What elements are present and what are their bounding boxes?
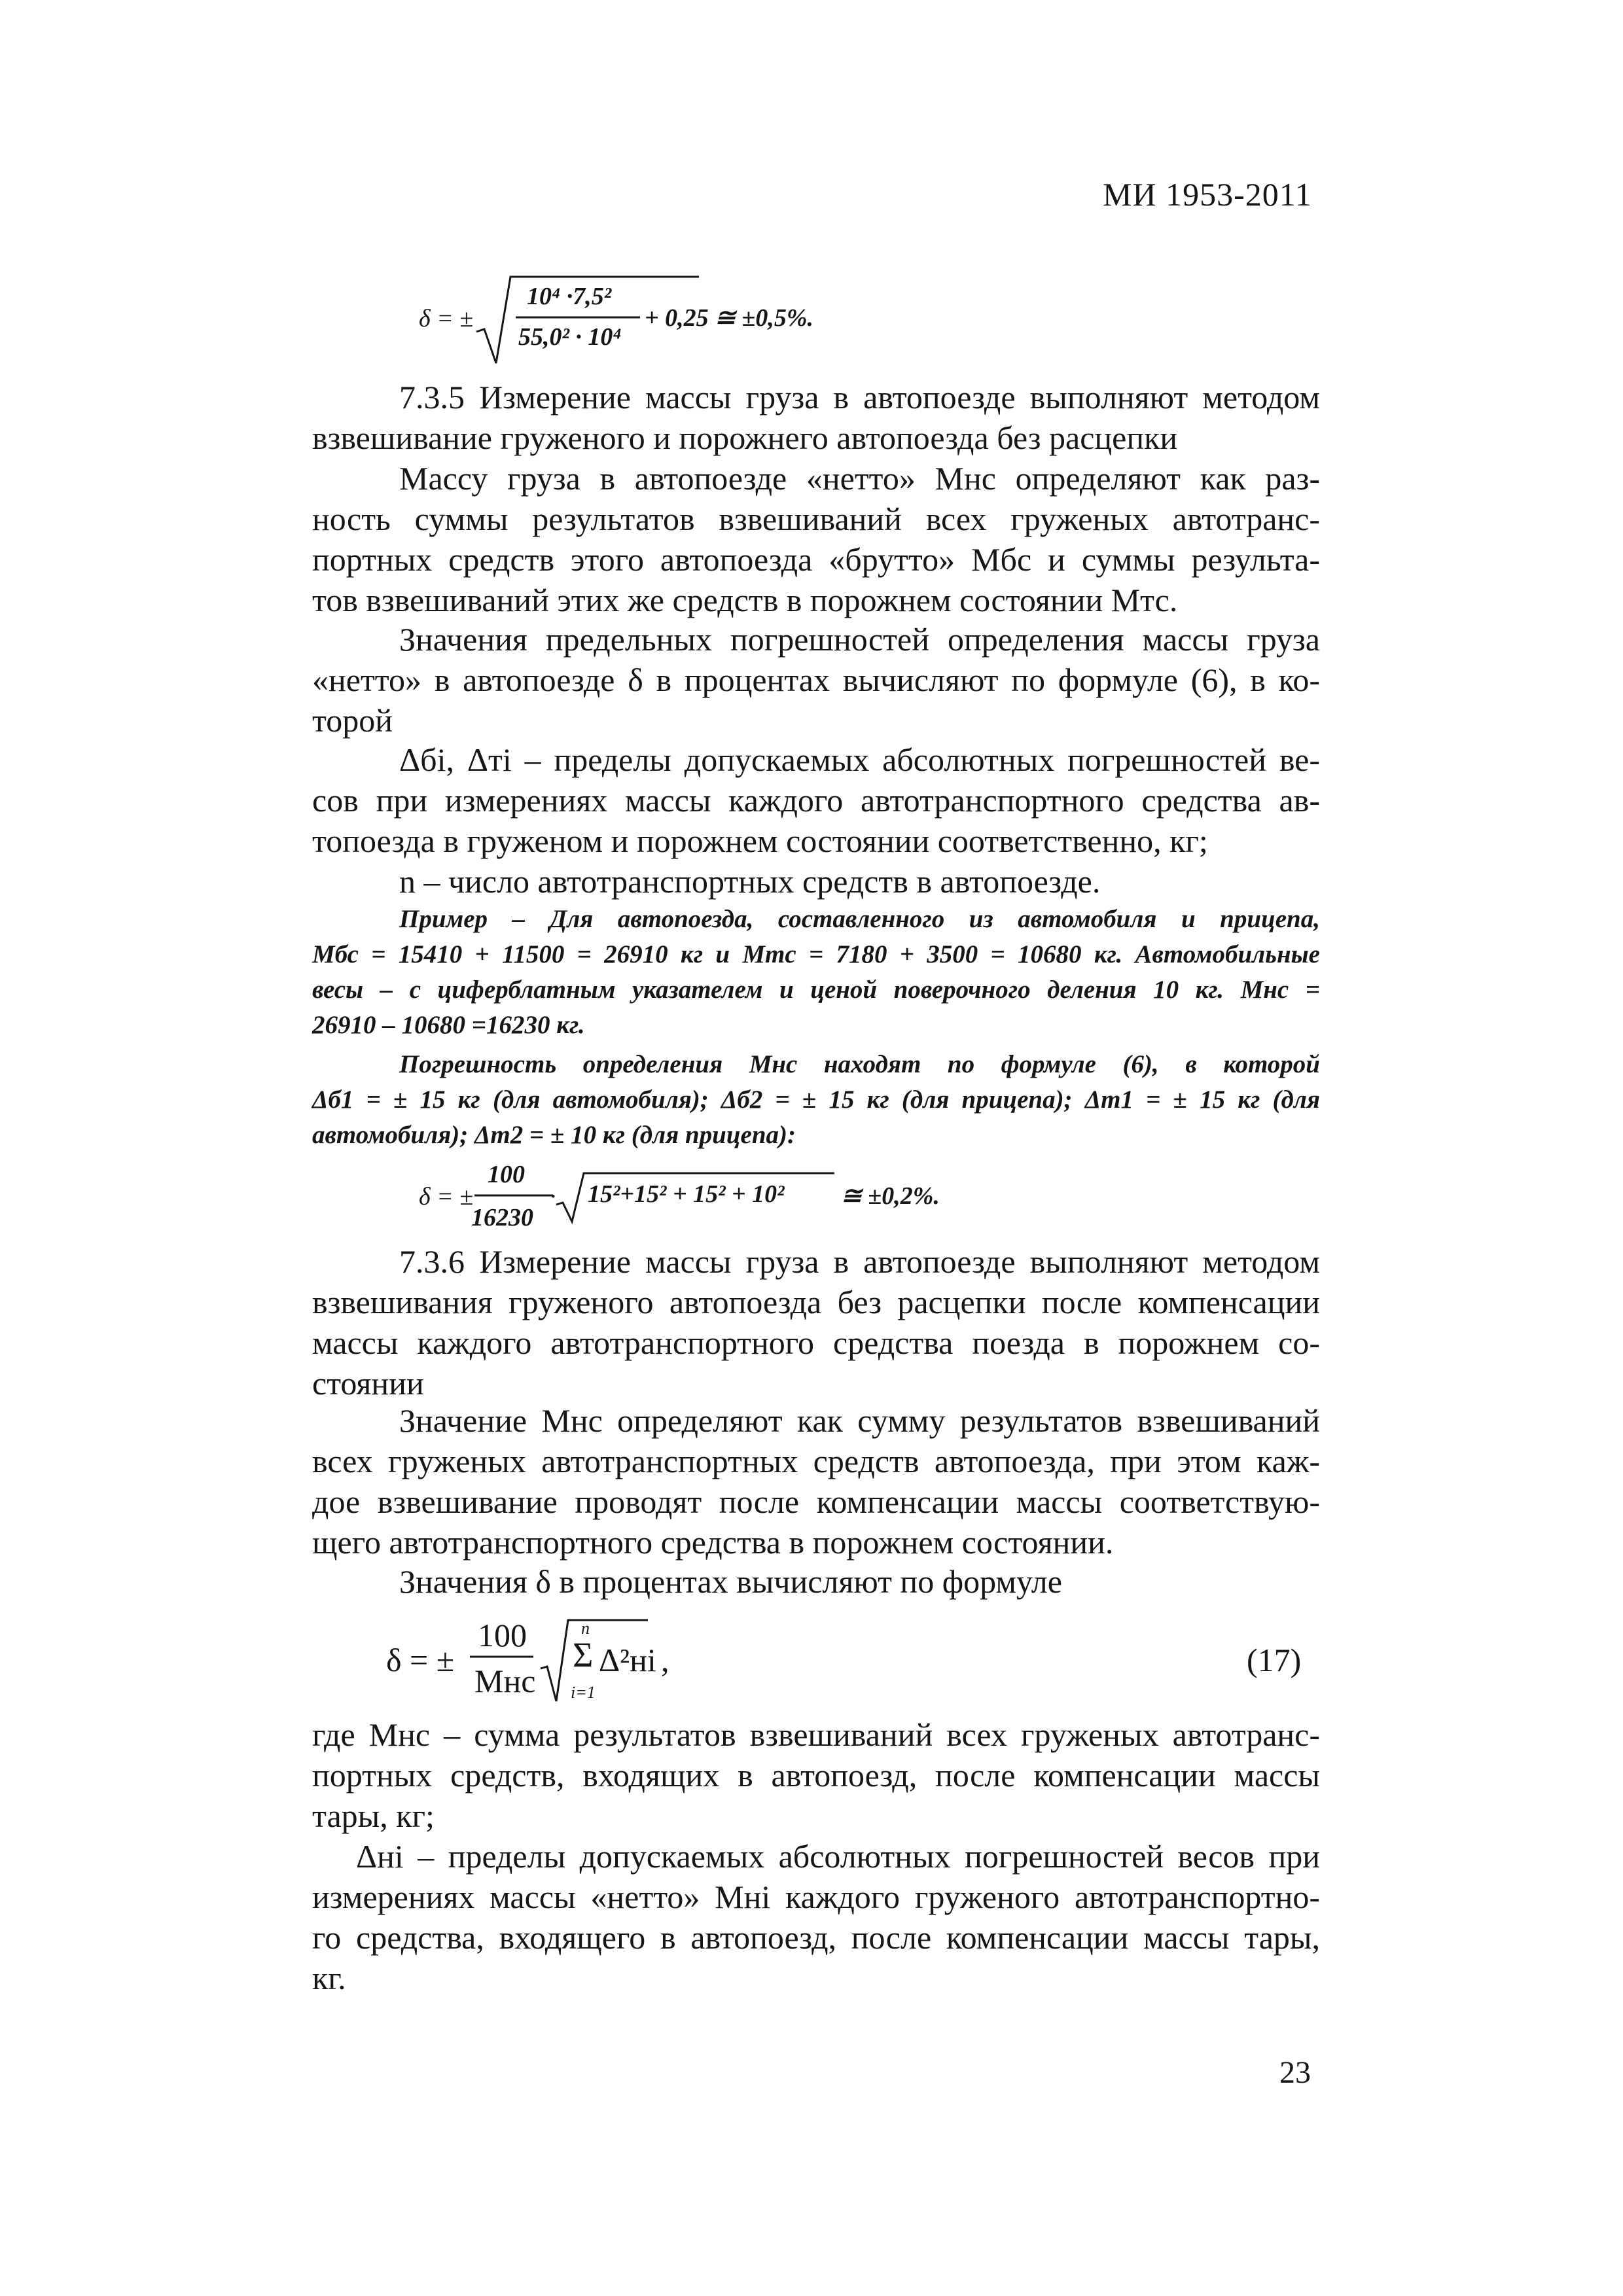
formula-top-denominator: 55,0² · 10⁴ — [518, 323, 622, 351]
sum-symbol: Σ — [573, 1635, 594, 1674]
formula-17-numerator: 100 — [478, 1617, 527, 1653]
formula-17-number: (17) — [1247, 1642, 1302, 1678]
formula-middle-radicand: 15²+15² + 15² + 10² — [588, 1180, 785, 1208]
section-7-3-5 — [312, 377, 1320, 458]
formula-17-denominator: Mнс — [474, 1663, 536, 1699]
text-line: дое взвешивание проводят после компенсации массы соответствую- — [312, 1483, 1320, 1520]
text-line: Пример – Для автопоезда, составленного из автомобиля и прицепа, — [399, 905, 1320, 933]
formula-top-lhs: δ = ± — [419, 305, 474, 332]
formula-middle-denominator: 16230 — [471, 1204, 533, 1231]
text-line: 7.3.6 Измерение массы груза в автопоезде выполняют методом — [399, 1243, 1320, 1280]
paragraph-delta-ni — [312, 1836, 1320, 1998]
sum-term: Δ²нi — [599, 1642, 656, 1678]
text-line: топоезда в груженом и порожнем состоянии соответственно, кг; — [312, 822, 1208, 859]
example-paragraph-2 — [312, 1047, 1320, 1153]
formula-top — [406, 258, 864, 370]
text-line: Δнi – пределы допускаемых абсолютных погрешностей весов при — [356, 1838, 1320, 1875]
text-line: тары, кг; — [312, 1797, 435, 1834]
sum-lower-limit: i=1 — [571, 1683, 596, 1702]
text-line: где Mнс – сумма результатов взвешиваний всех груженых автотранс- — [312, 1716, 1320, 1753]
text-line: измерениях массы «нетто» Mнi каждого груженого автотранспортно- — [312, 1879, 1320, 1915]
formula-middle-dot: · — [550, 1183, 556, 1210]
document-code: МИ 1953-2011 — [1103, 176, 1312, 213]
text-line: весы – с циферблатным указателем и ценой поверочного деления 10 кг. Mнс = — [312, 976, 1320, 1004]
paragraph-delta-definition — [312, 739, 1320, 902]
text-line: Погрешность определения Mнс находят по формуле (6), в которой — [399, 1050, 1320, 1078]
text-line: Δб1 = ± 15 кг (для автомобиля); Δб2 = ± 15 кг (для прицепа); Δт1 = ± 15 кг (для — [312, 1086, 1320, 1114]
formula-middle — [406, 1148, 995, 1240]
formula-17-lhs: δ = ± — [386, 1642, 455, 1678]
text-line: Δбi, Δтi – пределы допускаемых абсолютных погрешностей ве- — [399, 741, 1320, 778]
text-line: взвешивания груженого автопоезда без расцепки после компенсации — [312, 1284, 1320, 1320]
paragraph-mns-value — [312, 1400, 1320, 1563]
page-number: 23 — [1279, 2055, 1311, 2090]
sum-upper-limit: n — [581, 1619, 590, 1638]
text-line: щего автотранспортного средства в порожнем состоянии. — [312, 1524, 1114, 1561]
text-line: Значения предельных погрешностей определения массы груза — [399, 621, 1320, 658]
text-line: сов при измерениях массы каждого автотранспортного средства ав- — [312, 782, 1320, 819]
text-line: Mбс = 15410 + 11500 = 26910 кг и Mтс = 7180 + 3500 = 10680 кг. Автомобильные — [312, 940, 1320, 968]
paragraph-where-mns — [312, 1714, 1320, 1836]
text-line: массы каждого автотранспортного средства поезда в порожнем со- — [312, 1324, 1320, 1361]
paragraph-mass-netto — [312, 458, 1320, 620]
text-line: торой — [312, 702, 393, 739]
text-line: всех груженых автотранспортных средств автопоезда, при этом каж- — [312, 1443, 1320, 1479]
text-line: ность суммы результатов взвешиваний всех груженых автотранс- — [312, 501, 1320, 537]
text-line: портных средств этого автопоезда «брутто» Mбс и суммы результа- — [312, 541, 1320, 578]
text-line: Массу груза в автопоезде «нетто» Mнс определяют как раз- — [399, 460, 1320, 497]
formula-top-numerator: 10⁴ ·7,5² — [527, 283, 612, 310]
example-paragraph-1 — [312, 902, 1320, 1043]
formula-middle-numerator: 100 — [488, 1161, 525, 1188]
text-line: автомобиля); Δт2 = ± 10 кг (для прицепа): — [312, 1121, 796, 1149]
text-line: 26910 – 10680 =16230 кг. — [312, 1011, 585, 1039]
text-line: кг. — [312, 1960, 346, 1996]
text-line: тов взвешиваний этих же средств в порожнем состоянии Mтс. — [312, 582, 1178, 618]
formula-middle-tail: ≅ ±0,2%. — [841, 1182, 940, 1210]
text-line: го средства, входящего в автопоезд, после компенсации массы тары, — [312, 1919, 1320, 1956]
formula-17 — [373, 1603, 1322, 1714]
formula-17-comma: , — [661, 1642, 669, 1678]
text-line: стоянии — [312, 1365, 424, 1402]
paragraph-limit-errors — [312, 619, 1320, 741]
formula-middle-lhs: δ = ± — [419, 1183, 474, 1210]
formula-top-tail: + 0,25 ≅ ±0,5%. — [645, 304, 814, 332]
text-line: 7.3.5 Измерение массы груза в автопоезде выполняют методом — [399, 379, 1320, 415]
text-line: Значение Mнс определяют как сумму результатов взвешиваний — [399, 1402, 1320, 1439]
paragraph-values-formula-intro: Значения δ в процентах вычисляют по формуле — [399, 1563, 1062, 1600]
text-line: взвешивание груженого и порожнего автопоезда без расцепки — [312, 419, 1178, 456]
text-line: «нетто» в автопоезде δ в процентах вычисляют по формуле (6), в ко- — [312, 662, 1320, 698]
text-line: n – число автотранспортных средств в автопоезде. — [399, 863, 1101, 900]
text-line: портных средств, входящих в автопоезд, после компенсации массы — [312, 1757, 1320, 1793]
section-7-3-6 — [312, 1241, 1320, 1404]
